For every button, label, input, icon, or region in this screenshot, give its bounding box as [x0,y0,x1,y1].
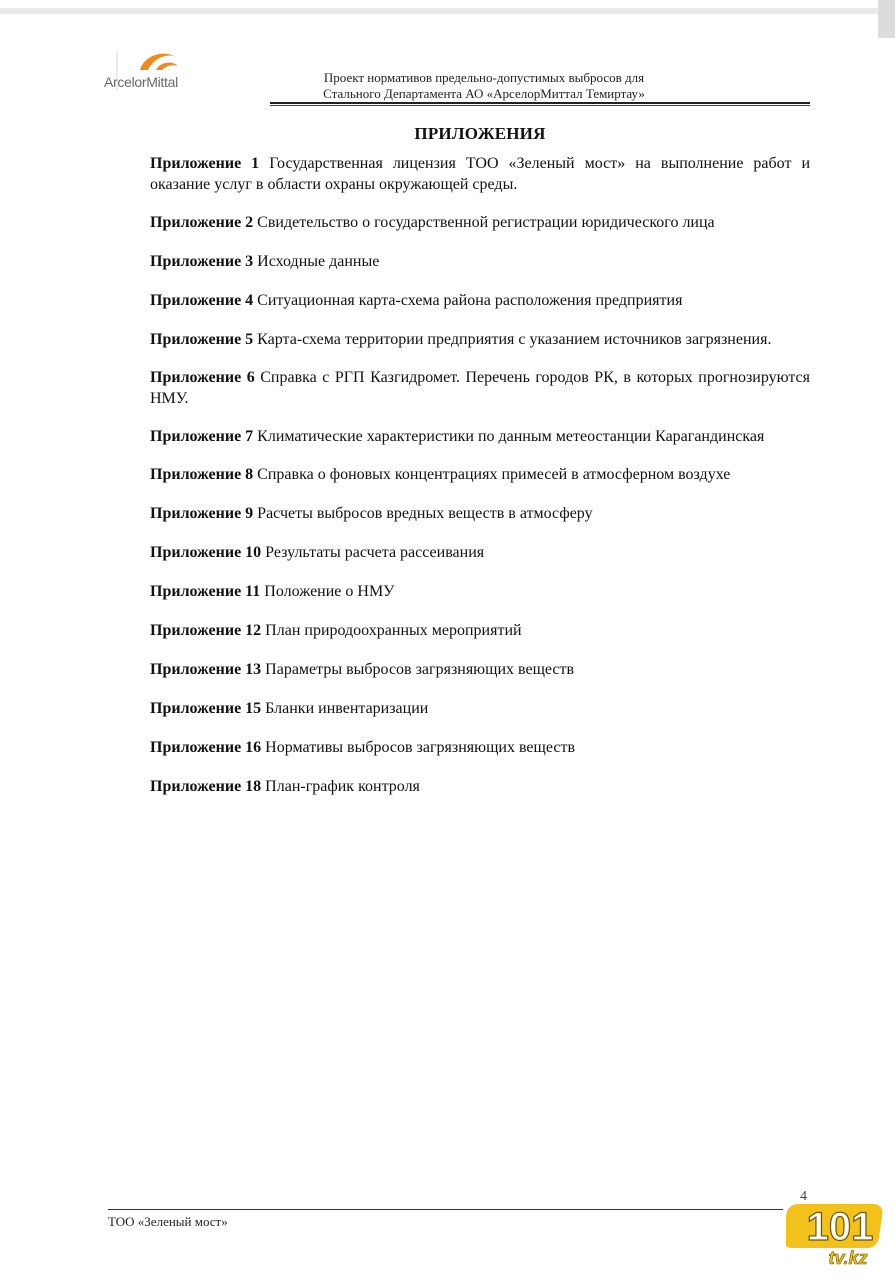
top-scroll-strip [0,8,878,14]
appendix-text: План природоохранных мероприятий [265,622,522,639]
appendix-label: Приложение 10 [150,544,262,561]
appendix-list [150,153,810,797]
appendix-label: Приложение 16 [150,739,262,756]
list-item [150,698,810,719]
list-item [150,737,810,758]
appendix-label: Приложение 5 [150,331,254,348]
list-item [150,659,810,680]
list-item [150,153,810,195]
appendix-label: Приложение 12 [150,622,262,639]
appendix-label: Приложение 4 [150,292,254,309]
appendix-text: Карта-схема территории предприятия с указанием источников загрязнения. [257,331,772,348]
page-number: 4 [800,1189,807,1204]
appendix-label: Приложение 3 [150,253,254,270]
footer-company: ТОО «Зеленый мост» [108,1214,228,1229]
appendix-text: Результаты расчета рассеивания [265,544,485,561]
list-item [150,581,810,602]
document-header [270,70,698,102]
list-item [150,329,810,350]
watermark-logo-icon [786,1188,891,1270]
appendix-text: План-график контроля [265,778,420,795]
logo-text: ArcelorMittal [104,74,178,90]
list-item [150,251,810,272]
appendix-text: Государственная лицензия ТОО «Зеленый мост» на выполнение работ и оказание услуг в области охраны окружающей среды. [150,155,811,193]
appendix-label: Приложение 6 [150,369,255,386]
appendix-text: Исходные данные [257,253,380,270]
header-rule-thin [270,105,810,106]
appendix-text: Расчеты выбросов вредных веществ в атмосферу [257,505,593,522]
list-item [150,212,810,233]
appendix-label: Приложение 1 [150,155,260,172]
appendix-text: Свидетельство о государственной регистрации юридического лица [257,214,715,231]
scrollbar-corner[interactable] [878,0,895,38]
header-line-1: Проект нормативов предельно-допустимых выбросов для [323,70,645,85]
watermark-top-text: 101 [806,1205,874,1249]
list-item [150,426,810,447]
list-item [150,464,810,485]
header-line-2: Стального Департамента АО «АрселорМиттал Темиртау» [323,86,645,101]
appendix-label: Приложение 8 [150,466,254,483]
header-rule [270,102,810,104]
list-item [150,776,810,797]
list-item [150,503,810,524]
list-item [150,542,810,563]
appendix-text: Справка о фоновых концентрациях примесей в атмосферном воздухе [257,466,731,483]
appendix-text: Положение о НМУ [264,583,395,600]
appendix-label: Приложение 15 [150,700,262,717]
appendix-label: Приложение 2 [150,214,254,231]
page-title: ПРИЛОЖЕНИЯ [414,124,546,143]
appendix-label: Приложение 11 [150,583,261,600]
list-item [150,290,810,311]
appendix-label: Приложение 7 [150,428,254,445]
watermark-bottom-text: tv.kz [828,1248,868,1268]
appendix-text: Справка с РГП Казгидромет. Перечень городов РК, в которых прогнозируются НМУ. [150,369,811,407]
footer-rule [108,1209,783,1210]
appendix-text: Бланки инвентаризации [265,700,429,717]
list-item [150,367,810,409]
appendix-label: Приложение 18 [150,778,262,795]
appendix-text: Нормативы выбросов загрязняющих веществ [265,739,575,756]
top-strip [0,0,895,8]
appendix-text: Климатические характеристики по данным метеостанции Карагандинская [257,428,765,445]
list-item [150,620,810,641]
appendix-text: Параметры выбросов загрязняющих веществ [265,661,575,678]
appendix-text: Ситуационная карта-схема района расположения предприятия [257,292,683,309]
appendix-label: Приложение 13 [150,661,262,678]
appendix-label: Приложение 9 [150,505,254,522]
